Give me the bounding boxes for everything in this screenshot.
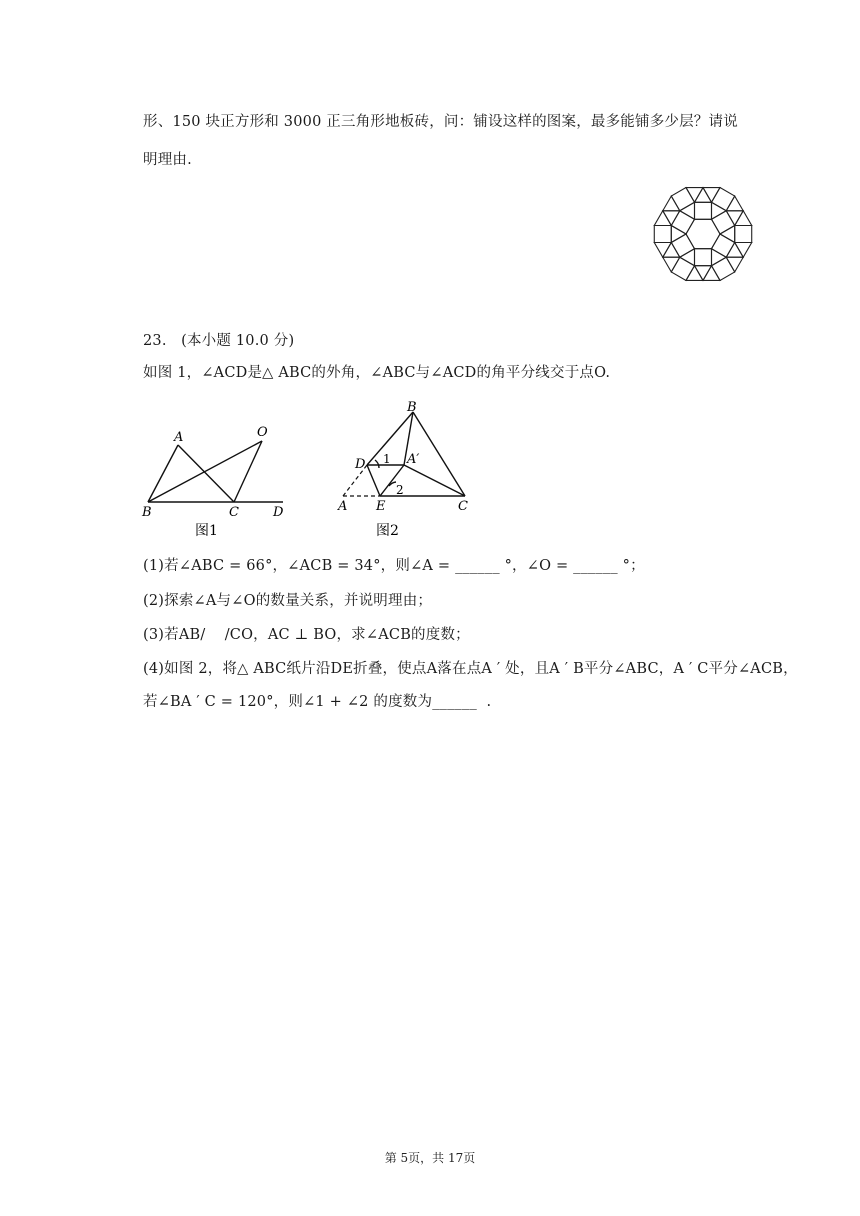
fig2-label-d: D bbox=[355, 457, 366, 472]
tiling-triangle bbox=[712, 202, 727, 219]
tiling-pattern-figure bbox=[640, 172, 766, 296]
tiling-triangle bbox=[735, 211, 752, 226]
tiling-triangle bbox=[663, 196, 680, 211]
fig2-caption: 图2 bbox=[376, 523, 399, 539]
fig1-label-a: A bbox=[174, 430, 184, 445]
tiling-triangle bbox=[671, 226, 686, 243]
fig1-label-d: D bbox=[273, 505, 284, 520]
tiling-square bbox=[712, 257, 735, 280]
tiling-square bbox=[671, 257, 694, 280]
figure-1 bbox=[138, 418, 293, 540]
tiling-square bbox=[712, 234, 735, 257]
question-part-3: (3)若AB/ /CO，AC ⊥ BO，求∠ACB的度数； bbox=[143, 627, 470, 643]
tiling-triangle bbox=[680, 202, 695, 219]
fig2-label-b: B bbox=[407, 400, 417, 415]
tiling-square bbox=[695, 202, 712, 219]
fig1-label-c: C bbox=[229, 505, 239, 520]
question-part-1: (1)若∠ABC = 66°，∠ACB = 34°，则∠A = ______ °，∠O = ______ °； bbox=[143, 558, 645, 574]
tiling-triangle bbox=[695, 266, 712, 281]
fig2-label-1: 1 bbox=[383, 452, 391, 466]
figure-2 bbox=[335, 396, 480, 542]
tiling-triangle bbox=[695, 188, 712, 203]
tiling-triangle bbox=[654, 211, 671, 226]
question-intro: 如图 1，∠ACD是△ ABC的外角，∠ABC与∠ACD的角平分线交于点O. bbox=[143, 365, 611, 381]
question-part-4-line2: 若∠BA ′ C = 120°，则∠1 + ∠2 的度数为______ . bbox=[143, 694, 492, 710]
tiling-triangle bbox=[726, 196, 743, 211]
tiling-triangle bbox=[726, 257, 743, 272]
fig2-label-a: A bbox=[338, 499, 348, 514]
tiling-triangle bbox=[680, 249, 695, 266]
question-part-4-line1: (4)如图 2，将△ ABC纸片沿DE折叠，使点A落在点A ′ 处，且A ′ B平分∠ABC，A ′ C平分∠ACB， bbox=[143, 661, 798, 677]
tiling-triangle bbox=[720, 226, 735, 243]
question-part-2: (2)探索∠A与∠O的数量关系，并说明理由； bbox=[143, 593, 433, 609]
page-footer: 第 5页，共 17页 bbox=[384, 1151, 476, 1165]
tiling-triangle bbox=[686, 266, 703, 281]
tiling-triangle bbox=[712, 249, 727, 266]
tiling-hexagon bbox=[686, 219, 720, 248]
tiling-square bbox=[712, 211, 735, 234]
carryover-text-line2: 明理由. bbox=[143, 152, 192, 168]
tiling-triangle bbox=[663, 243, 680, 258]
fig1-caption: 图1 bbox=[195, 523, 218, 539]
tiling-triangle bbox=[686, 188, 703, 203]
tiling-square bbox=[695, 249, 712, 266]
fig2-label-e: E bbox=[376, 499, 386, 514]
tiling-triangle bbox=[703, 266, 720, 281]
tiling-triangle bbox=[703, 188, 720, 203]
tiling-triangle bbox=[726, 211, 743, 226]
fig2-label-c: C bbox=[458, 499, 468, 514]
tiling-square bbox=[671, 234, 694, 257]
fig2-label-a-prime: A′ bbox=[407, 452, 420, 467]
tiling-triangle bbox=[735, 243, 752, 258]
question-header: 23. (本小题 10.0 分) bbox=[143, 333, 295, 349]
tiling-triangle bbox=[663, 211, 680, 226]
tiling-square bbox=[654, 226, 671, 243]
tiling-square bbox=[735, 226, 752, 243]
tiling-square bbox=[671, 188, 694, 211]
fig1-label-o: O bbox=[257, 425, 268, 440]
tiling-square bbox=[712, 188, 735, 211]
fig1-label-b: B bbox=[142, 505, 152, 520]
fig2-label-2: 2 bbox=[396, 483, 404, 497]
tiling-triangle bbox=[654, 243, 671, 258]
tiling-triangle bbox=[663, 257, 680, 272]
carryover-text-line1: 形、150 块正方形和 3000 正三角形地板砖，问：铺设这样的图案，最多能铺多少层？请说 bbox=[143, 114, 738, 130]
tiling-triangle bbox=[726, 243, 743, 258]
tiling-square bbox=[671, 211, 694, 234]
